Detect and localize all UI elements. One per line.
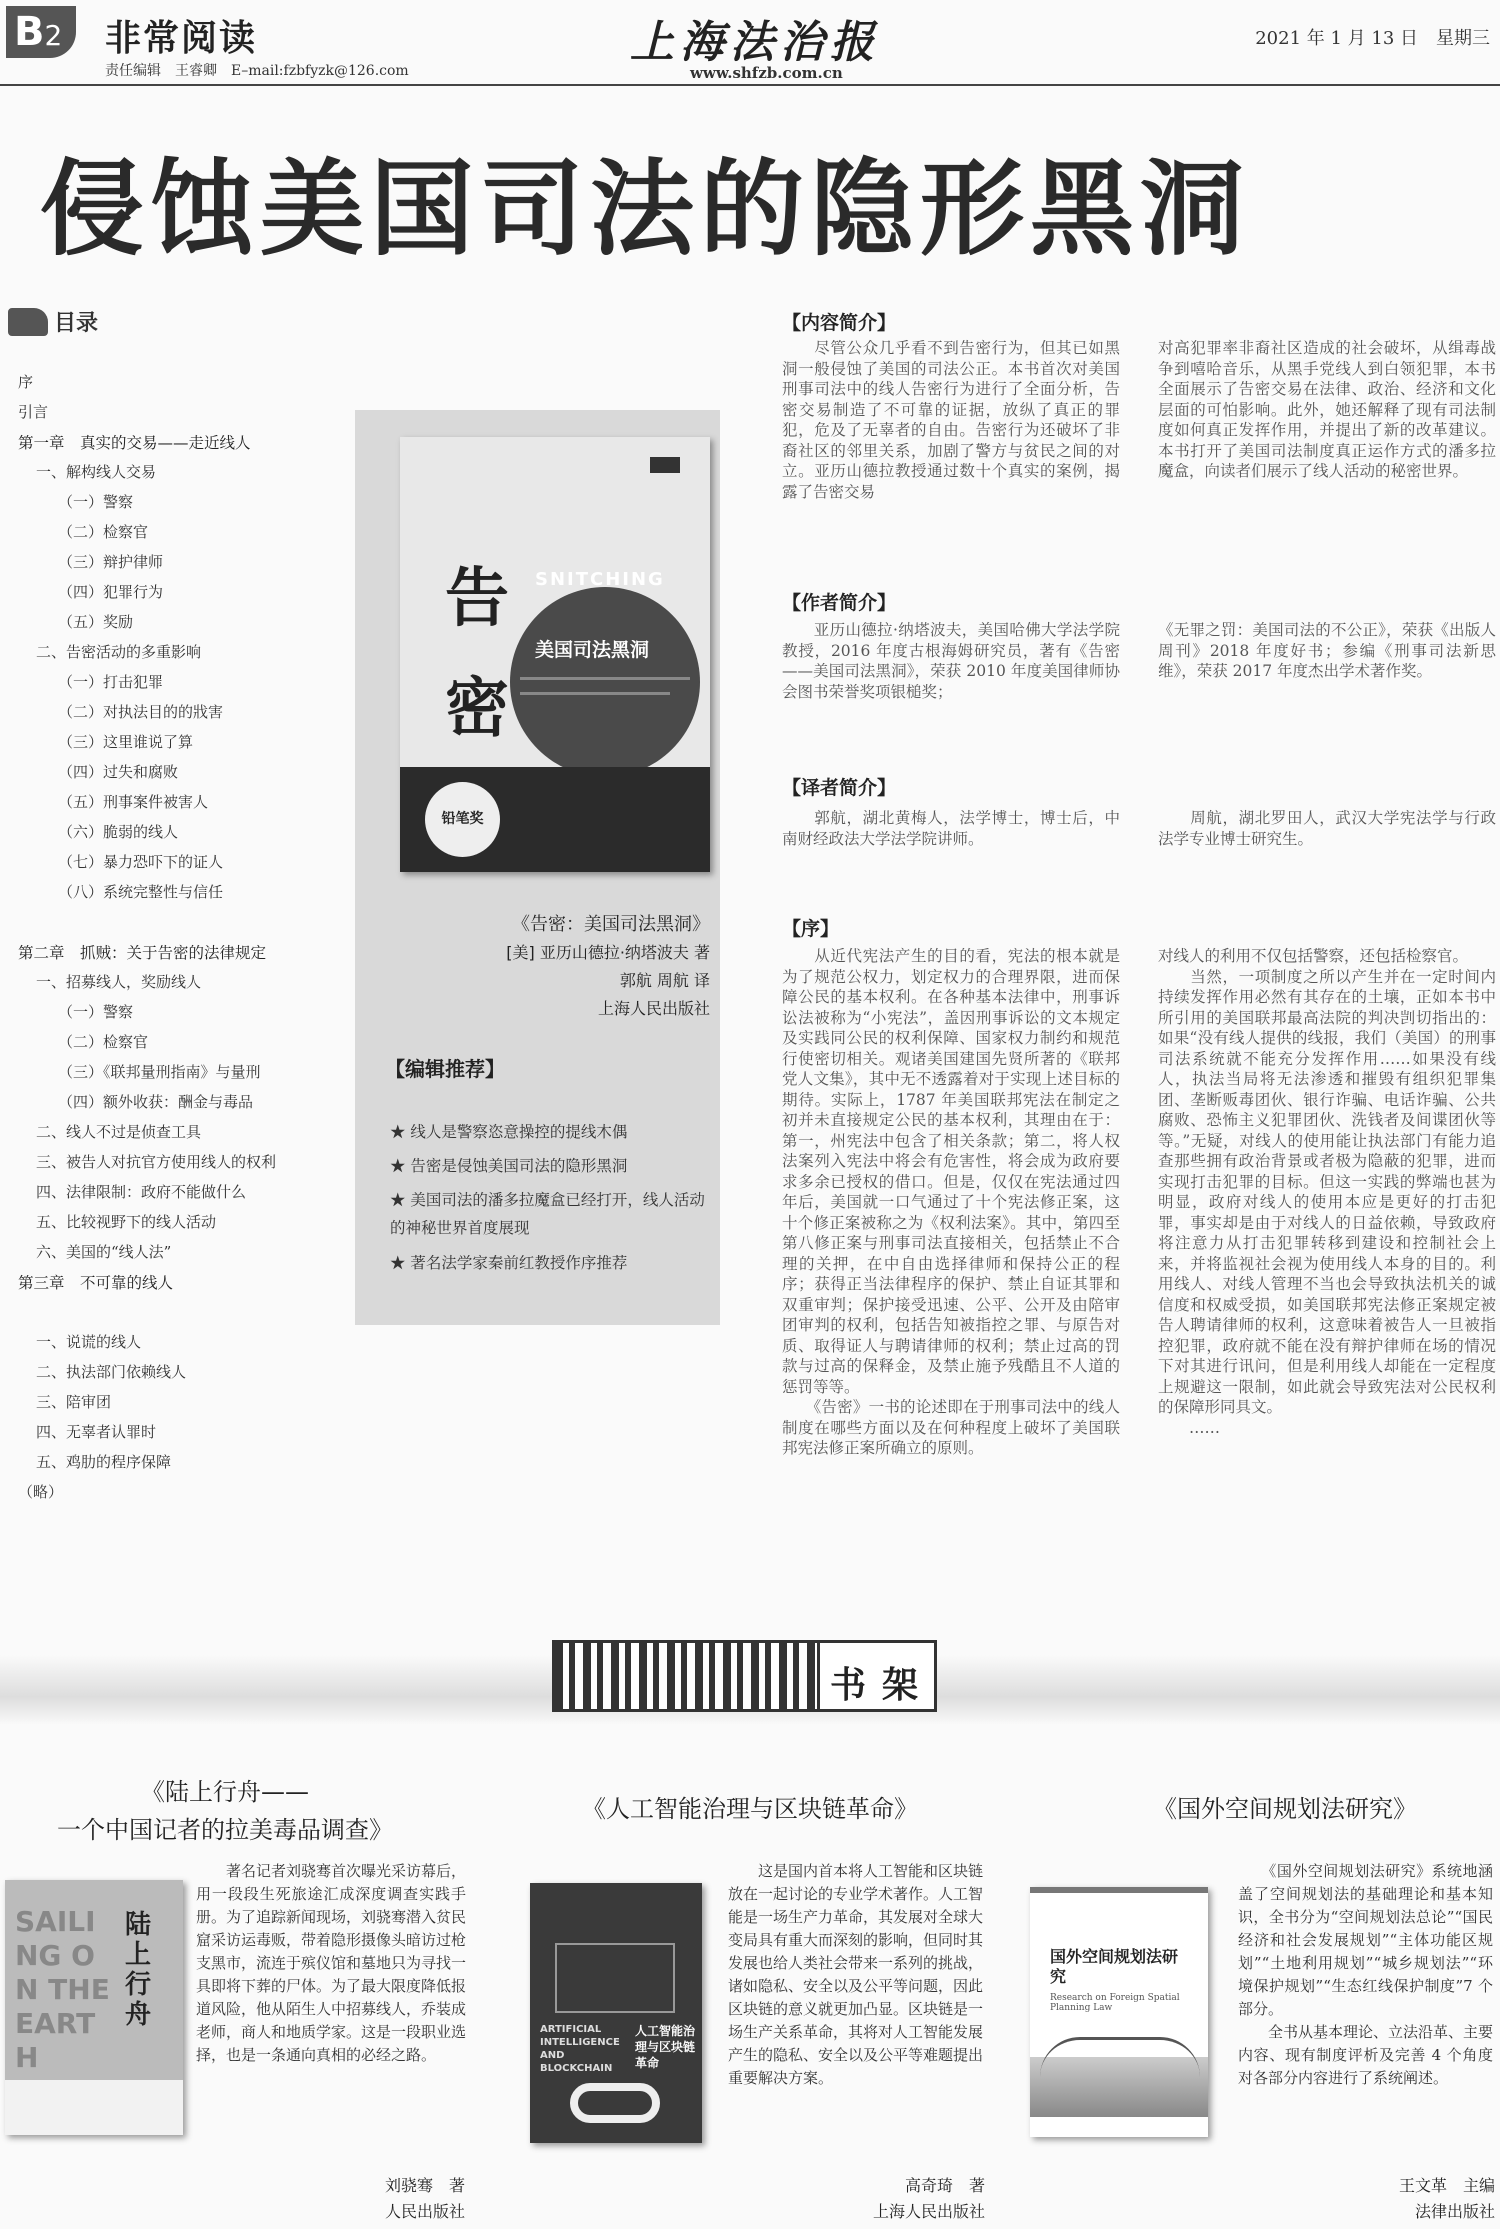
shelf-book-title-1a: 《陆上行舟—— — [141, 1778, 309, 1806]
cover-subtitle: 美国司法黑洞 — [535, 639, 650, 661]
shelf-book-author-2: 高奇琦 著 — [904, 2176, 985, 2195]
toc-entry: 一、说谎的线人 — [36, 1333, 142, 1351]
toc-entry: （四）额外收获：酬金与毒品 — [58, 1093, 254, 1111]
toc-entry: 二、执法部门依赖线人 — [36, 1363, 187, 1381]
shelf-book-title-1b: 一个中国记者的拉美毒品调查》 — [57, 1816, 393, 1844]
newspaper-masthead: 上海法治报 — [630, 17, 880, 68]
toc-entry: （四）犯罪行为 — [58, 583, 164, 601]
toc-entry: 第二章 抓贼：关于告密的法律规定 — [18, 944, 267, 962]
author-heading: 【作者简介】 — [782, 592, 897, 614]
bookshelf-label: 书架 — [830, 1665, 935, 1706]
toc-entry: 二、线人不过是侦查工具 — [36, 1123, 202, 1141]
toc-entry: （二）检察官 — [58, 1033, 149, 1051]
header-divider — [0, 84, 1500, 86]
cover-char-2: 密 — [445, 672, 509, 746]
preface-col-2: 对线人的利用不仅包括警察，还包括检察官。 当然，一项制度之所以产生并在一定时间内持续发挥作用必然有其存在的土壤，正如本书中所引用的美国联邦最高法院的判决剀切指出的：如果“没有线人提供的线报，我们（美国）的刑事司法系统就不能充分发挥作用……如果没有线人，执法当局将无法渗透和摧毁有组织犯罪集团、垄断贩毒团伙、银行诈骗、电话诈骗、公共腐败、恐怖主义犯罪团伙、洗钱者及间谍团伙等等。”无疑，对线人的使用能让执法部门有能力追查那些拥有政治背景或者极为隐蔽的犯罪，进而实现打击犯罪的目标。但这一实践的弊端也甚为明显，政府对线人的使用本应是更好的打击犯罪，事实却是由于对线人的日益依赖，导致政府将注意力从打击犯罪转移到建设和控制社会上来，并将监视社会视为使用线人本身的目的。利用线人、对线人管理不当也会导致执法机关的诚信度和权威受损，如美国联邦宪法修正案规定被告人聘请律师的权利，这意味着被告人一旦被指控犯罪，政府就不能在没有辩护律师在场的情况下对其进行讯问，但是利用线人却能在一定程度上规避这一限制，如此就会导致宪法对公民权利的保障形同具文。 …… — [1158, 947, 1496, 1437]
newspaper-url: www.shfzb.com.cn — [690, 64, 843, 82]
recommend-heading: 【编辑推荐】 — [385, 1057, 505, 1081]
intro-col-1: 尽管公众几乎看不到告密行为，但其已如黑洞一般侵蚀了美国的司法公正。本书首次对美国刑事司法中的线人告密行为进行了全面分析，告密交易制造了不可靠的证据，放纵了真正的罪犯，危及了无辜者的自由。告密行为还破坏了非裔社区的邻里关系，加剧了警方与贫民之间的对立。亚历山德拉教授通过数十个真实的案例，揭露了告密交易 — [782, 339, 1120, 501]
preface-col-1: 从近代宪法产生的目的看，宪法的根本就是为了规范公权力，划定权力的合理界限，进而保障公民的基本权利。在各种基本法律中，刑事诉讼法被称为“小宪法”，盖因刑事诉讼的文本规定及实践同公民的权利保障、国家权力制约和规范行使密切相关。观诸美国建国先贤所著的《联邦党人文集》，其中无不透露着对于实现上述目标的期待。实际上，1787 年美国联邦宪法在制定之初并未直接规定公民的基本权利，其理由在于：第一，州宪法中包含了相关条款；第二，将人权法案列入宪法中将会有危害性，将会成为政府要求多余已授权的借口。但是，仅仅在宪法通过四年后，美国就一口气通过了十个宪法修正案，这十个修正案被称之为《权利法案》。其中，第四至第八修正案与刑事司法直接相关，包括禁止不合理的关押，在中自由选择律师和保持公正的程序；获得正当法律程序的保护、禁止自证其罪和双重审判；保护接受迅速、公平、公开及由陪审团审判的权利，包括告知被指控之罪、与原告对质、取得证人与聘请律师的权利；禁止过高的罚款与过高的保释金，及禁止施予残酷且不人道的惩罚等等。 《告密》一书的论述即在于刑事司法中的线人制度在哪些方面以及在何种程度上破坏了美国联邦宪法修正案所确立的原则。 — [782, 947, 1120, 1457]
bookshelf-banner — [552, 1640, 937, 1712]
shelf-book-cover-title-1: 陆上行舟 — [125, 1910, 152, 2030]
translator-col-2: 周航，湖北罗田人，武汉大学宪法学与行政法学专业博士研究生。 — [1158, 809, 1496, 848]
shelf-book-cover-en-1: SAILING ON THE EARTH — [15, 1905, 110, 2074]
page-letter: B — [14, 9, 45, 55]
shelf-book-publisher-1: 人民出版社 — [384, 2202, 465, 2221]
page-title: 侵蚀美国司法的隐形黑洞 — [40, 148, 1251, 270]
shelf-book-cover-title-3: 国外空间规划法研究 — [1050, 1947, 1179, 1986]
shelf-book-desc-3: 《国外空间规划法研究》系统地涵盖了空间规划法的基础理论和基本知识，全书分为“空间规划法总论”“国民经济和社会发展规划”“主体功能区规划”“土地利用规划”“城乡规划法”“环境保护规划”“生态红线保护制度”7 个部分。 全书从基本理论、立法沿革、主要内容、现有制度评析及完善 4 个角度对各部分内容进行了系统阐述。 — [1238, 1862, 1493, 2087]
shelf-book-author-3: 王文革 主编 — [1398, 2176, 1495, 2195]
toc-entry: 第一章 真实的交易——走近线人 — [18, 434, 251, 452]
toc-entry: （四）过失和腐败 — [58, 763, 179, 781]
shelf-book-cover-2 — [530, 1883, 702, 2143]
award-badge: 铅笔奖 — [425, 782, 500, 857]
section-name: 非常阅读 — [105, 18, 258, 59]
shelf-book-cover-title-2: 人工智能治理与区块链革命 — [635, 2024, 696, 2070]
cover-english-title: SNITCHING — [535, 569, 665, 590]
toc-heading-label: 目录 — [54, 311, 99, 336]
shelf-book-cover-3 — [1030, 1887, 1208, 2137]
toc-entry: 三、陪审团 — [36, 1393, 112, 1411]
toc-entry: 四、法律限制：政府不能做什么 — [36, 1183, 247, 1201]
shelf-book-publisher-2: 上海人民出版社 — [872, 2202, 985, 2221]
recommend-item: ★ 美国司法的潘多拉魔盒已经打开，线人活动的神秘世界首度展现 — [390, 1191, 705, 1237]
book-author: [美] 亚历山德拉·纳塔波夫 著 — [506, 943, 710, 962]
cover-char-1: 告 — [445, 562, 509, 636]
page-number-badge — [6, 6, 76, 58]
toc-entry: （二）对执法目的的戕害 — [58, 703, 224, 721]
preface-heading: 【序】 — [782, 918, 840, 940]
toc-entry: 一、解构线人交易 — [36, 463, 157, 481]
toc-entry: 二、告密活动的多重影响 — [36, 643, 202, 661]
book-publisher: 上海人民出版社 — [597, 999, 710, 1018]
toc-entry: （五）奖励 — [58, 613, 134, 631]
toc-entry: 三、被告人对抗官方使用线人的权利 — [36, 1153, 277, 1171]
toc-entry: （六）脆弱的线人 — [58, 823, 179, 841]
toc-entry: （一）警察 — [58, 493, 134, 511]
shelf-book-title-2: 《人工智能治理与区块链革命》 — [582, 1795, 918, 1823]
book-icon — [8, 308, 48, 336]
toc-entry: 四、无辜者认罪时 — [36, 1423, 157, 1441]
toc-heading — [8, 306, 98, 337]
toc-entry: 五、鸡肋的程序保障 — [36, 1453, 172, 1471]
intro-col-2: 对高犯罪率非裔社区造成的社会破坏，从缉毒战争到嘻哈音乐，从黑手党线人到白领犯罪，本书全面展示了告密交易在法律、政治、经济和文化层面的可怕影响。此外，她还解释了现有司法制度如何真正发挥作用，并提出了新的改革建议。本书打开了美国司法制度真正运作方式的潘多拉魔盒，向读者们展示了线人活动的秘密世界。 — [1158, 339, 1496, 480]
shelf-book-cover-en-2: ARTIFICIAL INTELLIGENCE AND BLOCKCHAIN — [540, 2024, 620, 2074]
book-title: 《告密：美国司法黑洞》 — [512, 914, 710, 935]
book-translators: 郭航 周航 译 — [619, 971, 710, 990]
toc-entry: （三）辩护律师 — [58, 553, 164, 571]
shelf-book-author-1: 刘骁骞 著 — [384, 2176, 465, 2195]
toc-entry: 引言 — [18, 403, 49, 421]
toc-entry: 一、招募线人，奖励线人 — [36, 973, 202, 991]
shelf-book-desc-2: 这是国内首本将人工智能和区块链放在一起讨论的专业学术著作。人工智能是一场生产力革命，其发展对全球大变局具有重大而深刻的影响，但同时其发展也给人类社会带来一系列的挑战，诸如隐私、安全以及公平等问题，因此区块链的意义就更加凸显。区块链是一场生产关系革命，其将对人工智能发展产生的隐私、安全以及公平等难题提出重要解决方案。 — [728, 1862, 983, 2087]
shelf-book-cover-1 — [5, 1880, 183, 2135]
bookshelf-icon — [555, 1643, 820, 1709]
recommend-item: ★ 告密是侵蚀美国司法的隐形黑洞 — [390, 1157, 628, 1175]
toc-entry: （一）警察 — [58, 1003, 134, 1021]
shelf-book-publisher-3: 法律出版社 — [1414, 2202, 1495, 2221]
toc-entry: 五、比较视野下的线人活动 — [36, 1213, 217, 1231]
toc-entry: （七）暴力恐吓下的证人 — [58, 853, 224, 871]
translator-heading: 【译者简介】 — [782, 777, 897, 799]
toc-entry: （三）《联邦量刑指南》与量刑 — [58, 1063, 261, 1081]
editor-line: 责任编辑 王睿卿 E–mail:fzbfyzk@126.com — [105, 63, 409, 79]
toc-entry: （一）打击犯罪 — [58, 673, 164, 691]
publisher-logo-icon — [650, 457, 680, 473]
author-col-1: 亚历山德拉·纳塔波夫，美国哈佛大学法学院教授，2016 年度古根海姆研究员，著有《告密——美国司法黑洞》，荣获 2010 年度美国律师协会图书荣誉奖项银槌奖； — [782, 621, 1120, 701]
toc-entry: 六、美国的“线人法” — [36, 1243, 172, 1261]
toc-entry: （三）这里谁说了算 — [58, 733, 194, 751]
toc-entry: （八）系统完整性与信任 — [58, 883, 224, 901]
toc-entry: 第三章 不可靠的线人 — [18, 1274, 174, 1292]
shelf-book-desc-1: 著名记者刘骁骞首次曝光采访幕后，用一段段生死旅途汇成深度调查实践手册。为了追踪新闻现场，刘骁骞潜入贫民窟采访运毒贩，带着隐形摄像头暗访过枪支黑市，流连于殡仪馆和墓地只为寻找一具即将下葬的尸体。为了最大限度降低报道风险，他从陌生人中招募线人，乔装成老师，商人和地质学家。这是一段职业选择，也是一条通向真相的必经之路。 — [196, 1862, 466, 2064]
recommend-item: ★ 线人是警察恣意操控的提线木偶 — [390, 1123, 628, 1141]
page-number: 2 — [44, 19, 63, 52]
recommend-item: ★ 著名法学家秦前红教授作序推荐 — [390, 1254, 628, 1272]
translator-col-1: 郭航，湖北黄梅人，法学博士，博士后，中南财经政法大学法学院讲师。 — [782, 809, 1120, 848]
author-col-2: 《无罪之罚：美国司法的不公正》，荣获《出版人周刊》2018 年度好书；参编《刑事司法新思维》，荣获 2017 年度杰出学术著作奖。 — [1158, 621, 1496, 680]
toc-entry: （五）刑事案件被害人 — [58, 793, 209, 811]
toc-entry: （略） — [18, 1483, 64, 1501]
shelf-book-cover-en-3: Research on Foreign Spatial Planning Law — [1050, 1993, 1180, 2013]
intro-heading: 【内容简介】 — [782, 312, 897, 334]
issue-date: 2021 年 1 月 13 日 星期三 — [1255, 28, 1490, 49]
book-cover — [400, 437, 710, 872]
toc-entry: （二）检察官 — [58, 523, 149, 541]
shelf-book-title-3: 《国外空间规划法研究》 — [1153, 1795, 1417, 1823]
toc-entry: 序 — [18, 373, 34, 391]
